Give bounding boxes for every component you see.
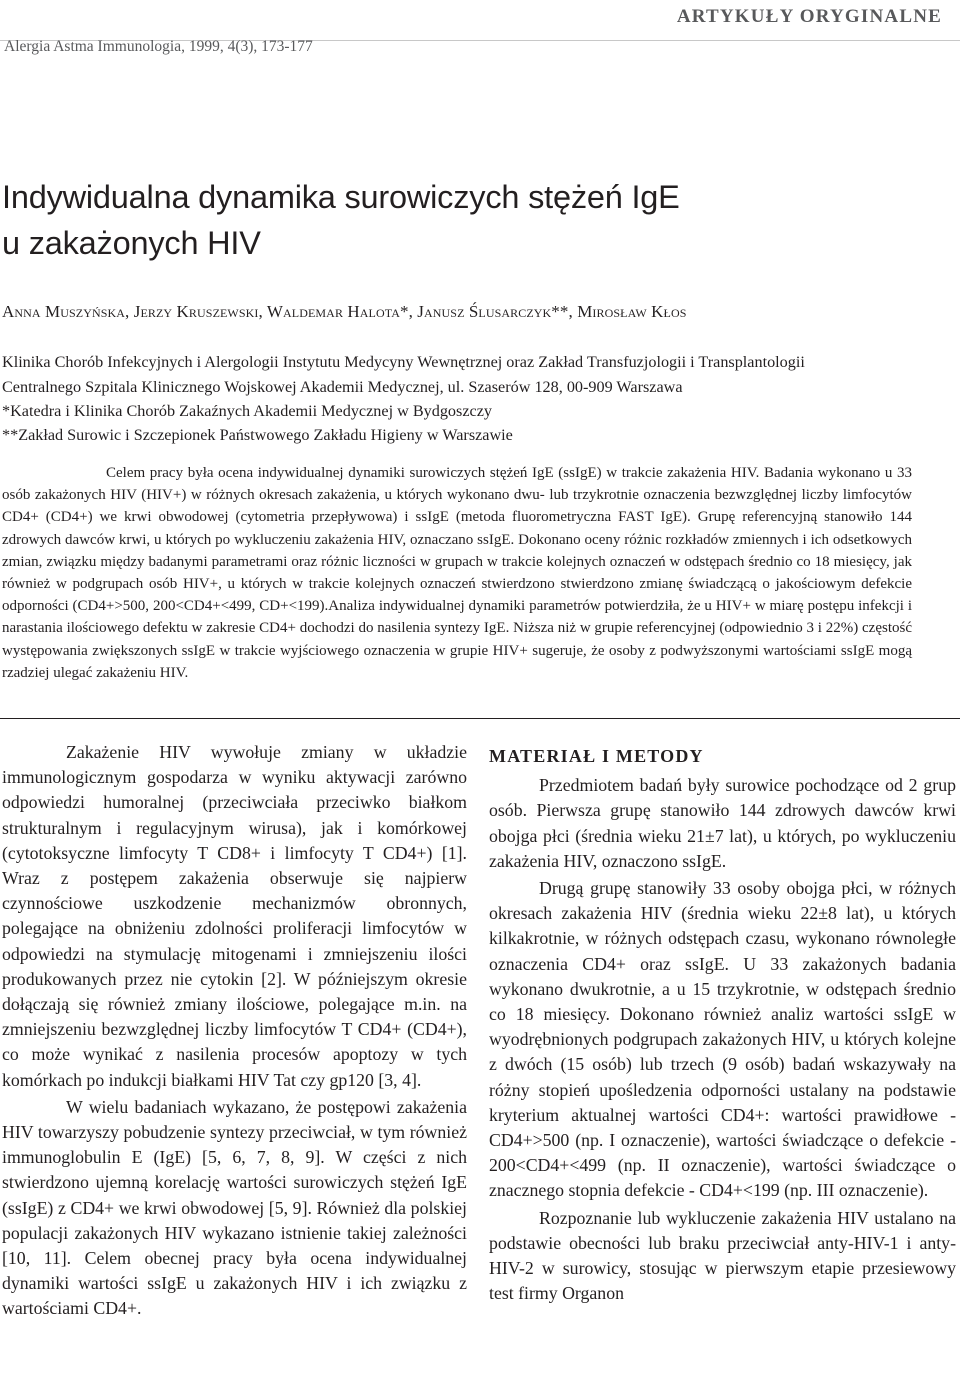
body-paragraph: Przedmiotem badań były surowice pochodzące od 2 grup osób. Pierwsza grupę stanowiło 144 zdrowych dawców krwi obojga płci (średnia wieku 21±7 lat), u których, po wykluczeniu zakażenia HIV, oznaczono ssIgE.: [489, 775, 956, 871]
body-paragraph: Rozpoznanie lub wykluczenie zakażenia HIV ustalano na podstawie obecności lub braku przeciwciał anty-HIV-1 i anty-HIV-2 w surowicy, stosując w pierwszym etapie przesiewowy test firmy Organon: [489, 1207, 956, 1304]
section-divider: [0, 718, 960, 719]
affiliation-line: **Zakład Surowic i Szczepionek Państwowego Zakładu Higieny w Warszawie: [2, 426, 513, 444]
section-heading: MATERIAŁ I METODY: [489, 746, 704, 766]
right-column: [489, 744, 956, 1308]
abstract: Celem pracy była ocena indywidualnej dynamiki surowiczych stężeń IgE (ssIgE) w trakcie zakażenia HIV. Badania wykonano u 33 osób zakażonych HIV (HIV+) w różnych okresach zakażenia, u których wykonano dwu- lub trzykrotnie oznaczenia bezwzględnej liczby limfocytów CD4+ (CD4+) we krwi obwodowej (cytometria przepływowa) i ssIgE (metoda fluorometryczna FAST IgE). Grupę referencyjną stanowiło 144 zdrowych dawców krwi, u których po wykluczeniu zakażenia HIV, oznaczano ssIgE. Dokonano oceny różnic rozkładów zmiennych i ich odsetkowych zmian, związku między badanymi parametrami oraz różnic liczności w grupach w trakcie kolejnych oznaczeń w odstępach średnio co 18 miesięcy, jak również w podgrupach osób HIV+, u których w trakcie kolejnych oznaczeń stwierdzono stwierdzono zmianę świadczącą o jakościowym defekcie odporności (CD4+>500, 200<CD4+<499, CD+<199).Analiza indywidualnej dynamiki parametrów potwierdziła, że u HIV+ w miarę postępu infekcji i narastania ilościowego defektu w zakresie CD4+ dochodzi do nasilenia syntezy IgE. Niższa niż w grupie referencyjnej (odpowiednio 3 i 22%) częstość występowania zwiększonych ssIgE w trakcie wyjściowego oznaczenia w grupie HIV+ sugeruje, że osoby z podwyższonymi wartościami ssIgE mogą rzadziej ulegać zakażeniu HIV.: [2, 465, 912, 681]
journal-reference: Alergia Astma Immunologia, 1999, 4(3), 173-177: [4, 38, 313, 55]
affiliation-line: *Katedra i Klinika Chorób Zakaźnych Akademii Medycznej w Bydgoszczy: [2, 402, 492, 420]
title-line-1: Indywidualna dynamika surowiczych stężeń IgE: [2, 179, 680, 215]
body-paragraph: Zakażenie HIV wywołuje zmiany w układzie immunologicznym gospodarza w wyniku aktywacji zarówno odpowiedzi humoralnej (przeciwciała przeciwko białkom strukturalnym i regulacyjnym wirusa), jak i komórkowej (cytotoksyczne limfocyty T CD8+ i limfocyty T CD4+) [1]. Wraz z postępem zakażenia obserwuje się najpierw czynnościowe uszkodzenie mechanizmów obronnych, polegające na obniżeniu zdolności proliferacji limfocytów w odpowiedzi na stymulację mitogenami i zmniejszeniu ilości produkowanych przez nie cytokin [2]. W późniejszym okresie dołączają się również zmiany ilościowe, polegające m.in. na zmniejszeniu bezwzględnej liczby limfocytów T CD4+ (CD4+), co może wynikać z nasilenia procesów apoptozy w tych komórkach po indukcji białkami HIV Tat czy gp120 [3, 4].: [2, 742, 467, 1090]
affiliation-line: Centralnego Szpitala Klinicznego Wojskowej Akademii Medycznej, ul. Szaserów 128, 00-909 Warszawa: [2, 378, 683, 396]
body-paragraph: W wielu badaniach wykazano, że postępowi zakażenia HIV towarzyszy pobudzenie syntezy przeciwciał, w tym również immunoglobulin E (IgE) [5, 6, 7, 8, 9]. W części z nich stwierdzono ujemną korelację wartości surowiczych stężeń IgE (ssIgE) z CD4+ we krwi obwodowej [5, 9]. Również dla polskiej populacji zakażonych HIV wykazano istnienie takiej zależności [10, 11]. Celem obecnej pracy była ocena indywidualnej dynamiki wartości ssIgE u zakażonych HIV i ich związku z wartościami CD4+.: [2, 1096, 467, 1319]
section-label: ARTYKUŁY ORYGINALNE: [676, 6, 942, 27]
left-column: [2, 740, 467, 1324]
body-paragraph: Drugą grupę stanowiły 33 osoby obojga płci, w różnych okresach zakażenia HIV (średnia wieku 22±8 lat), u których kilkakrotnie, w różnych odstępach czasu, wykonano równoległe oznaczenia CD4+ oraz ssIgE. U 33 zakażonych badania wykonano dwukrotnie, a u 15 trzykrotnie, w odstępach średnio co 18 miesięcy. Dokonano również analiz wartości ssIgE w wyodrębnionych podgrupach zakażonych HIV, u których kolejne z dwóch (15 osób) lub trzech (9 osób) badań wskazywały na różny stopień upośledzenia odporności ustalany na podstawie kryterium aktualnej wartości CD4+: wartości prawidłowe - CD4+>500 (np. I oznaczenie), wartości świadczące o defekcie - 200<CD4+<499 (np. II oznaczenie), wartości świadczące o znacznego stopnia defekcie - CD4+<199 (np. III oznaczenie).: [489, 878, 956, 1201]
affiliation-line: Klinika Chorób Infekcyjnych i Alergologii Instytutu Medycyny Wewnętrznej oraz Zakład Transfuzjologii i Transplantologii: [2, 353, 805, 371]
title-line-2: u zakażonych HIV: [2, 225, 261, 261]
author-list: Anna Muszyńska, Jerzy Kruszewski, Waldemar Halota*, Janusz Ślusarczyk**, Mirosław Kłos: [2, 302, 687, 321]
article-title: [2, 174, 680, 266]
